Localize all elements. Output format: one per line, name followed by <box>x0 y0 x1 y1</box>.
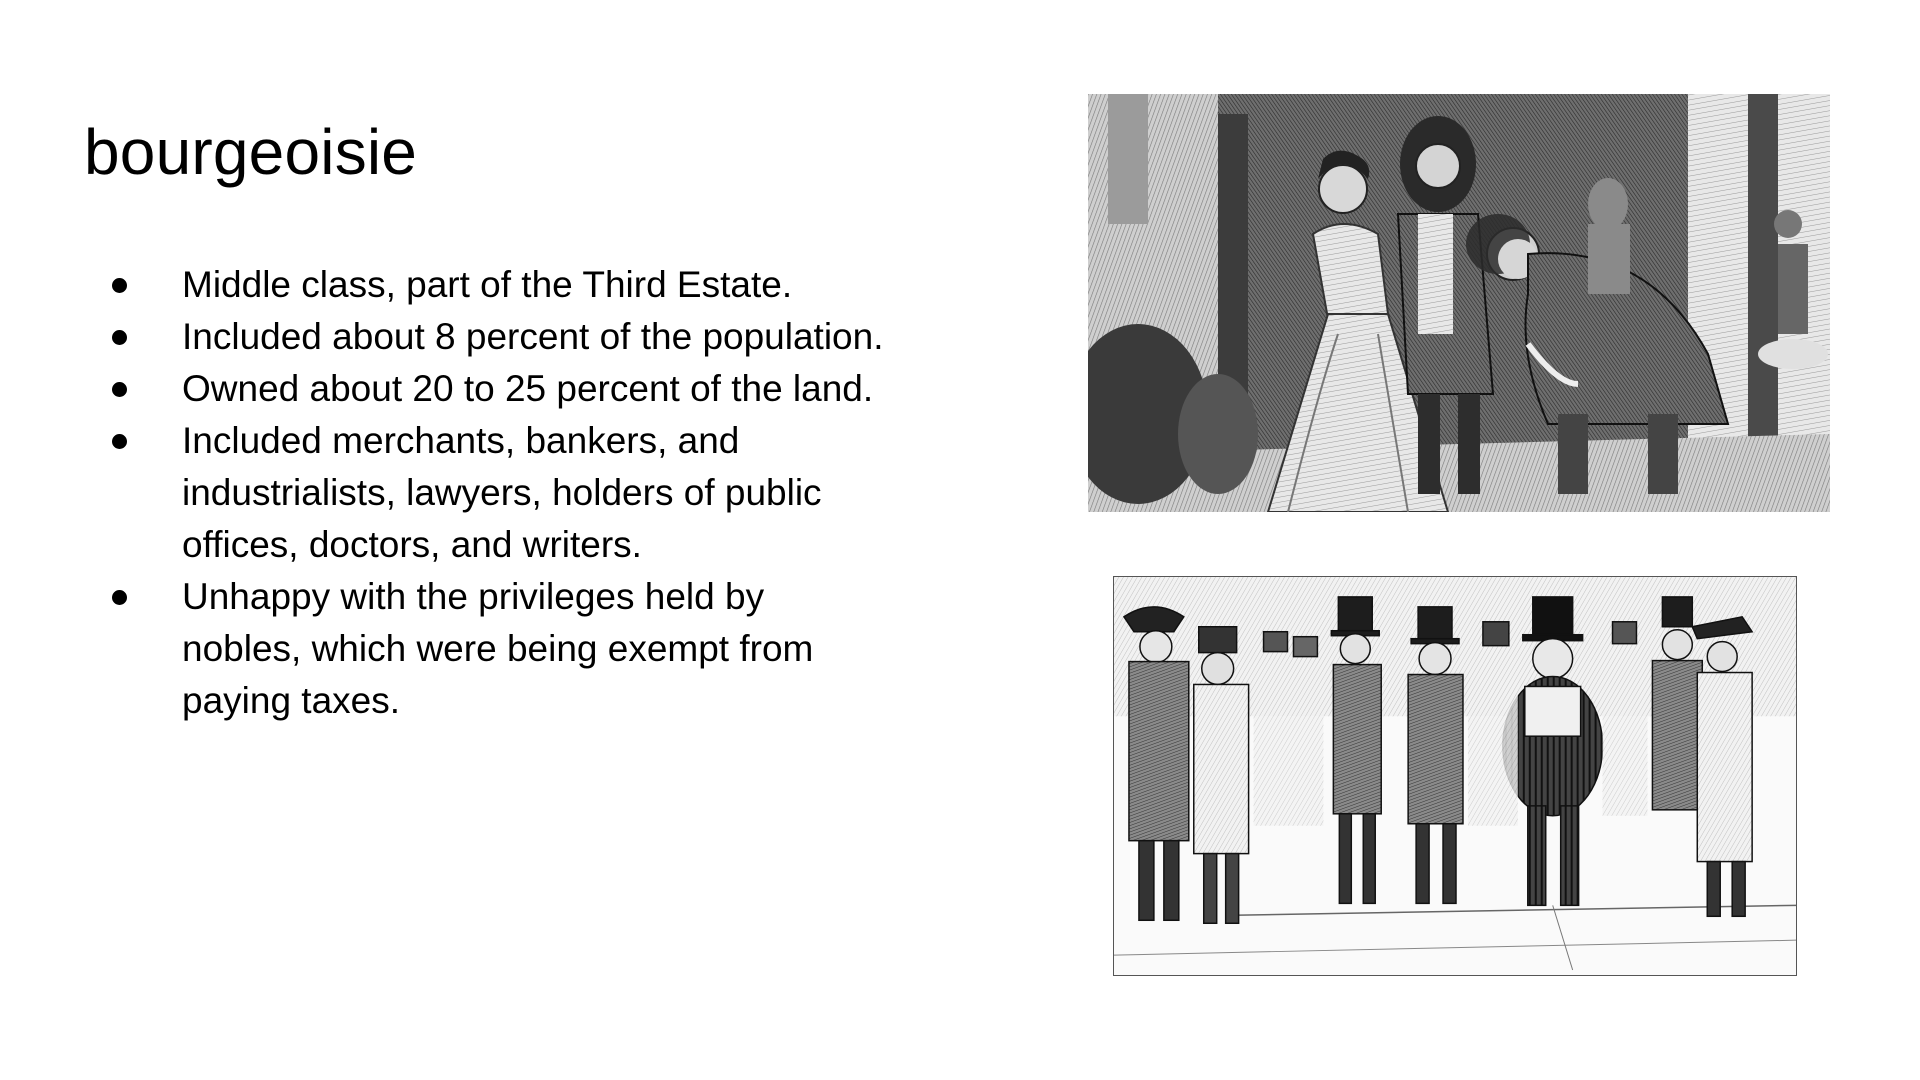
bullet-dot-icon <box>112 434 127 449</box>
slide-title: bourgeoisie <box>84 116 418 188</box>
bullet-list <box>108 259 928 727</box>
bullet-text-line: industrialists, lawyers, holders of public <box>182 472 822 513</box>
bullet-text: Middle class, part of the Third Estate. <box>182 264 793 305</box>
bullet-text: Owned about 20 to 25 percent of the land. <box>182 368 874 409</box>
bullet-text-line: offices, doctors, and writers. <box>182 524 642 565</box>
engraving-courtiers-illustration <box>1088 94 1830 512</box>
bullet-item <box>108 259 928 311</box>
bullet-text: Included about 8 percent of the population. <box>182 316 884 357</box>
bullet-text-line: Unhappy with the privileges held by <box>182 576 765 617</box>
engraving-top-hat-crowd-illustration <box>1113 576 1797 976</box>
bullet-item <box>108 571 928 727</box>
bullet-dot-icon <box>112 382 127 397</box>
bullet-text-line: Included merchants, bankers, and <box>182 420 740 461</box>
bullet-dot-icon <box>112 278 127 293</box>
bullet-dot-icon <box>112 590 127 605</box>
bullet-text-line: nobles, which were being exempt from <box>182 628 814 669</box>
bullet-dot-icon <box>112 330 127 345</box>
bullet-item <box>108 415 928 571</box>
bullet-text-line: paying taxes. <box>182 680 401 721</box>
bullet-item <box>108 311 928 363</box>
bullet-item <box>108 363 928 415</box>
